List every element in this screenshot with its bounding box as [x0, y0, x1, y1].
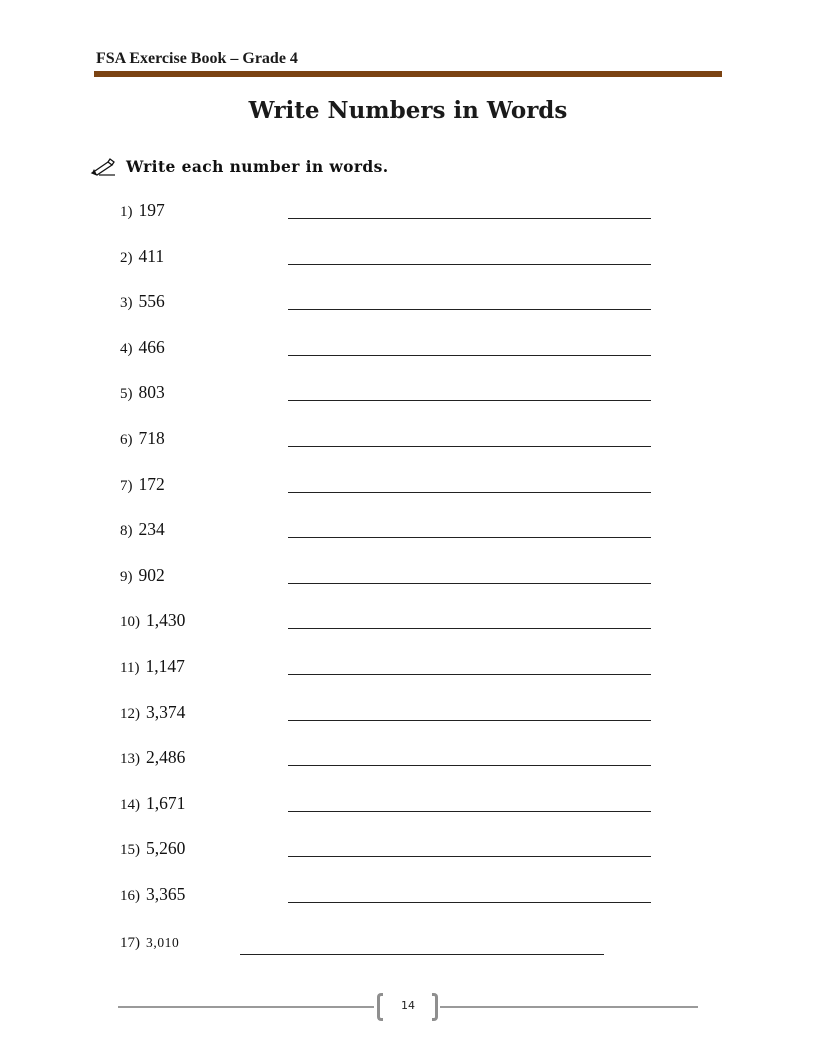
exercise-label	[120, 519, 165, 540]
answer-line[interactable]	[288, 492, 651, 493]
instruction-text: Write each number in words.	[126, 156, 389, 176]
exercise-label	[120, 337, 165, 358]
exercise-number: 9)	[120, 568, 133, 585]
exercise-number: 17)	[120, 934, 140, 951]
exercise-label	[120, 474, 165, 495]
answer-line[interactable]	[288, 400, 651, 401]
exercise-value: 5,260	[146, 838, 186, 859]
answer-line[interactable]	[288, 765, 651, 766]
exercise-value: 3,010	[146, 934, 180, 950]
exercise-value: 234	[138, 519, 165, 540]
answer-line[interactable]	[288, 355, 651, 356]
exercise-number: 10)	[120, 614, 140, 631]
exercise-number: 16)	[120, 888, 140, 904]
exercise-value: 1,430	[146, 610, 186, 631]
exercise-value: 3,365	[146, 884, 186, 904]
exercise-item	[120, 836, 680, 864]
answer-line[interactable]	[288, 264, 651, 265]
answer-line[interactable]	[240, 954, 604, 955]
exercise-number: 2)	[120, 249, 133, 266]
exercise-number: 13)	[120, 751, 140, 768]
exercise-label	[120, 656, 185, 677]
exercise-number: 11)	[120, 660, 140, 676]
exercise-item	[120, 745, 680, 773]
exercise-item	[120, 426, 680, 454]
exercise-number: 6)	[120, 432, 133, 448]
exercise-number: 15)	[120, 842, 140, 859]
exercise-item	[120, 563, 680, 591]
answer-line[interactable]	[288, 902, 651, 903]
exercise-label	[120, 565, 165, 586]
exercise-label	[120, 246, 164, 267]
exercise-value: 902	[138, 564, 165, 585]
exercise-item	[120, 882, 680, 910]
exercise-number: 1)	[120, 204, 133, 220]
exercise-value: 466	[138, 336, 165, 357]
exercise-number: 5)	[120, 386, 133, 403]
header-divider	[94, 71, 722, 77]
answer-line[interactable]	[288, 218, 651, 219]
exercise-number: 8)	[120, 523, 133, 540]
exercise-value: 803	[138, 382, 165, 403]
exercise-number: 4)	[120, 340, 133, 357]
exercise-label	[120, 932, 179, 952]
pencil-writing-icon	[90, 156, 116, 176]
page-number-bracket-left	[377, 993, 383, 1021]
exercise-label	[120, 884, 185, 905]
exercise-item	[120, 198, 680, 226]
answer-line[interactable]	[288, 309, 651, 310]
exercise-value: 1,147	[145, 656, 185, 676]
answer-line[interactable]	[288, 628, 651, 629]
exercise-label	[120, 428, 165, 449]
answer-line[interactable]	[288, 674, 651, 675]
answer-line[interactable]	[288, 537, 651, 538]
exercise-number: 7)	[120, 477, 133, 494]
exercise-number: 14)	[120, 796, 140, 813]
exercise-item	[120, 791, 680, 819]
exercise-label	[120, 702, 185, 723]
exercise-label	[120, 610, 185, 631]
exercise-item	[120, 380, 680, 408]
answer-line[interactable]	[288, 446, 651, 447]
instruction	[90, 156, 389, 176]
exercise-label	[120, 200, 165, 221]
exercise-value: 2,486	[146, 747, 186, 768]
exercise-value: 718	[138, 428, 165, 448]
exercise-value: 411	[138, 245, 165, 266]
exercise-item	[120, 335, 680, 363]
exercise-item	[120, 608, 680, 636]
header-title: FSA Exercise Book – Grade 4	[96, 50, 298, 67]
exercise-item	[120, 244, 680, 272]
exercise-number: 3)	[120, 295, 133, 312]
page-number-bracket-right	[432, 993, 438, 1021]
exercise-number: 12)	[120, 705, 140, 722]
exercise-item	[120, 289, 680, 317]
exercise-label	[120, 747, 185, 768]
exercise-item	[120, 517, 680, 545]
exercise-item	[120, 930, 680, 958]
exercise-value: 197	[138, 200, 165, 220]
exercise-item	[120, 472, 680, 500]
exercise-item	[120, 700, 680, 728]
exercise-label	[120, 291, 165, 312]
footer-divider-left	[118, 1006, 374, 1008]
answer-line[interactable]	[288, 811, 651, 812]
exercise-value: 1,671	[146, 792, 186, 813]
exercise-item	[120, 654, 680, 682]
exercise-value: 172	[138, 473, 165, 494]
answer-line[interactable]	[288, 720, 651, 721]
exercise-label	[120, 838, 185, 859]
footer-divider-right	[440, 1006, 698, 1008]
exercise-label	[120, 382, 165, 403]
exercise-value: 3,374	[146, 701, 186, 722]
exercise-label	[120, 793, 185, 814]
page-title: Write Numbers in Words	[248, 97, 568, 124]
answer-line[interactable]	[288, 583, 651, 584]
exercise-value: 556	[138, 291, 165, 312]
page-number: 14	[401, 999, 415, 1012]
answer-line[interactable]	[288, 856, 651, 857]
